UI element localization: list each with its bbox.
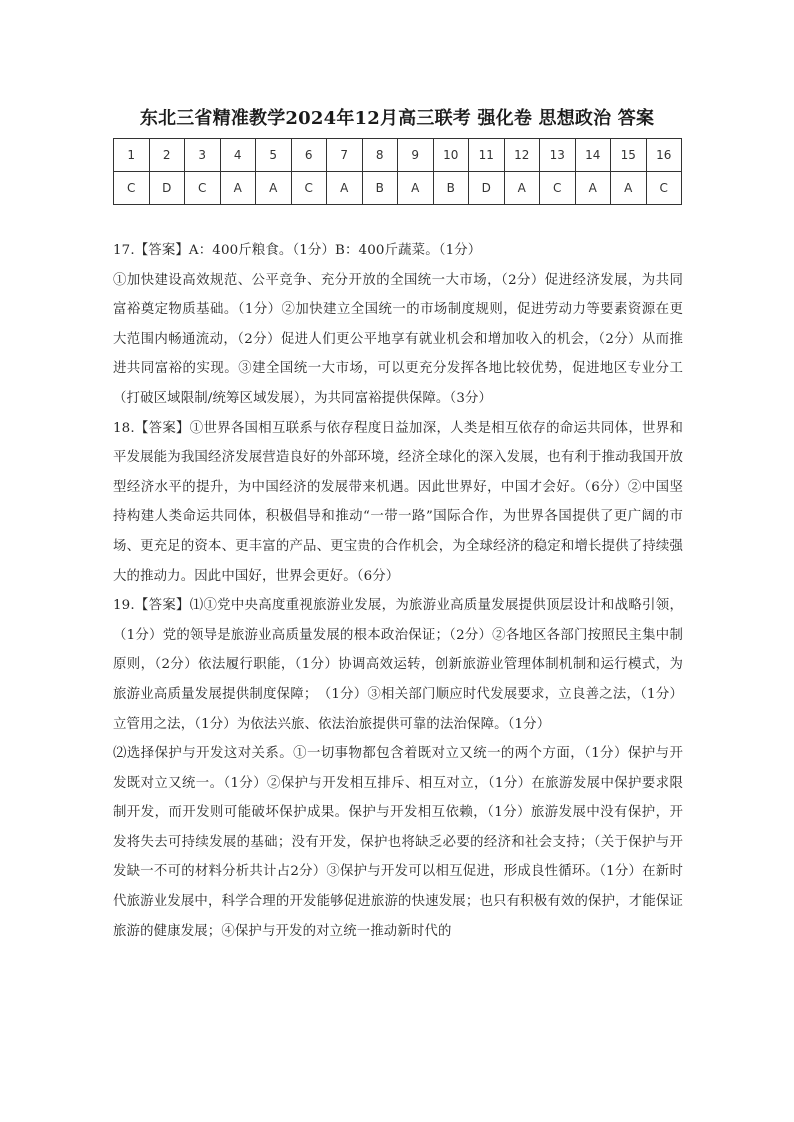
answer-cell: C (185, 172, 221, 205)
question-number-row (114, 139, 682, 172)
question-number-cell: 4 (220, 139, 256, 172)
q19-part1-answer: 19.【答案】⑴①党中央高度重视旅游业发展，为旅游业高质量发展提供顶层设计和战略引领，（1分）党的领导是旅游业高质量发展的根本政治保证；（2分）②各地区各部门按照民主集中制原则，（2分）依法履行职能，（1分）协调高效运转，创新旅游业管理体制机制和运行模式，为旅游业高质量发展提供制度保障； （1分）③相关部门顺应时代发展要求，立良善之法，（1分）立管用之法，（1分）为依法兴旅、依法治旅提供可靠的法治保障。（1分） (113, 598, 683, 732)
question-number-cell: 12 (504, 139, 540, 172)
page-title: 东北三省精准教学2024年12月高三联考 强化卷 思想政治 答案 (139, 108, 655, 129)
question-number-cell: 15 (611, 139, 647, 172)
question-number-cell: 10 (433, 139, 469, 172)
answer-cell: C (114, 172, 150, 205)
answer-row (114, 172, 682, 205)
question-number-cell: 7 (327, 139, 363, 172)
answer-cell: C (291, 172, 327, 205)
answer-cell: D (469, 172, 505, 205)
answer-cell: A (611, 172, 647, 205)
question-number-cell: 8 (362, 139, 398, 172)
answer-cell: A (398, 172, 434, 205)
q19-part2-answer: ⑵选择保护与开发这对关系。①一切事物都包含着既对立又统一的两个方面，（1分）保护与开发既对立又统一。（1分）②保护与开发相互排斥、相互对立，（1分）在旅游发展中保护要求限制开发，而开发则可能破坏保护成果。保护与开发相互依赖，（1分）旅游发展中没有保护，开发将失去可持续发展的基础；没有开发，保护也将缺乏必要的经济和社会支持；（关于保护与开发缺一不可的材料分析共计占2分）③保护与开发可以相互促进，形成良性循环。（1分）在新时代旅游业发展中，科学合理的开发能够促进旅游的快速发展；也只有积极有效的保护，才能保证旅游的健康发展；④保护与开发的对立统一推动新时代的 (113, 746, 683, 939)
question-number-cell: 13 (540, 139, 576, 172)
answer-cell: A (327, 172, 363, 205)
q18-answer: 18.【答案】①世界各国相互联系与依存程度日益加深，人类是相互依存的命运共同体，世界和平发展能为我国经济发展营造良好的外部环境，经济全球化的深入发展，也有利于推动我国开放型经济水平的提升，为中国经济的发展带来机遇。因此世界好，中国才会好。（6分）②中国坚持构建人类命运共同体，积极倡导和推动“一带一路”国际合作，为世界各国提供了更广阔的市场、更充足的资本、更丰富的产品、更宝贵的合作机会，为全球经济的稳定和增长提供了持续强大的推动力。因此中国好，世界会更好。（6分） (113, 420, 683, 584)
question-number-cell: 1 (114, 139, 150, 172)
answer-table (113, 138, 682, 205)
question-number-cell: 5 (256, 139, 292, 172)
q17-answer-header: 17.【答案】A：400斤粮食。（1分）B：400斤蔬菜。（1分） (113, 243, 482, 258)
answer-cell: B (433, 172, 469, 205)
question-number-cell: 14 (575, 139, 611, 172)
answer-cell: A (575, 172, 611, 205)
question-number-cell: 9 (398, 139, 434, 172)
answer-explanations (113, 236, 683, 946)
answer-cell: C (540, 172, 576, 205)
question-number-cell: 3 (185, 139, 221, 172)
answer-cell: B (362, 172, 398, 205)
question-number-cell: 2 (149, 139, 185, 172)
question-number-cell: 11 (469, 139, 505, 172)
answer-cell: A (220, 172, 256, 205)
question-number-cell: 6 (291, 139, 327, 172)
q17-answer-body: ①加快建设高效规范、公平竞争、充分开放的全国统一大市场，（2分）促进经济发展，为共同富裕奠定物质基础。（1分）②加快建立全国统一的市场制度规则，促进劳动力等要素资源在更大范围内畅通流动，（2分）促进人们更公平地享有就业机会和增加收入的机会，（2分）从而推进共同富裕的实现。③建全国统一大市场，可以更充分发挥各地比较优势，促进地区专业分工（打破区域限制/统筹区域发展），为共同富裕提供保障。（3分） (113, 272, 683, 406)
answer-cell: A (504, 172, 540, 205)
answer-cell: C (646, 172, 682, 205)
question-number-cell: 16 (646, 139, 682, 172)
answer-cell: D (149, 172, 185, 205)
answer-cell: A (256, 172, 292, 205)
